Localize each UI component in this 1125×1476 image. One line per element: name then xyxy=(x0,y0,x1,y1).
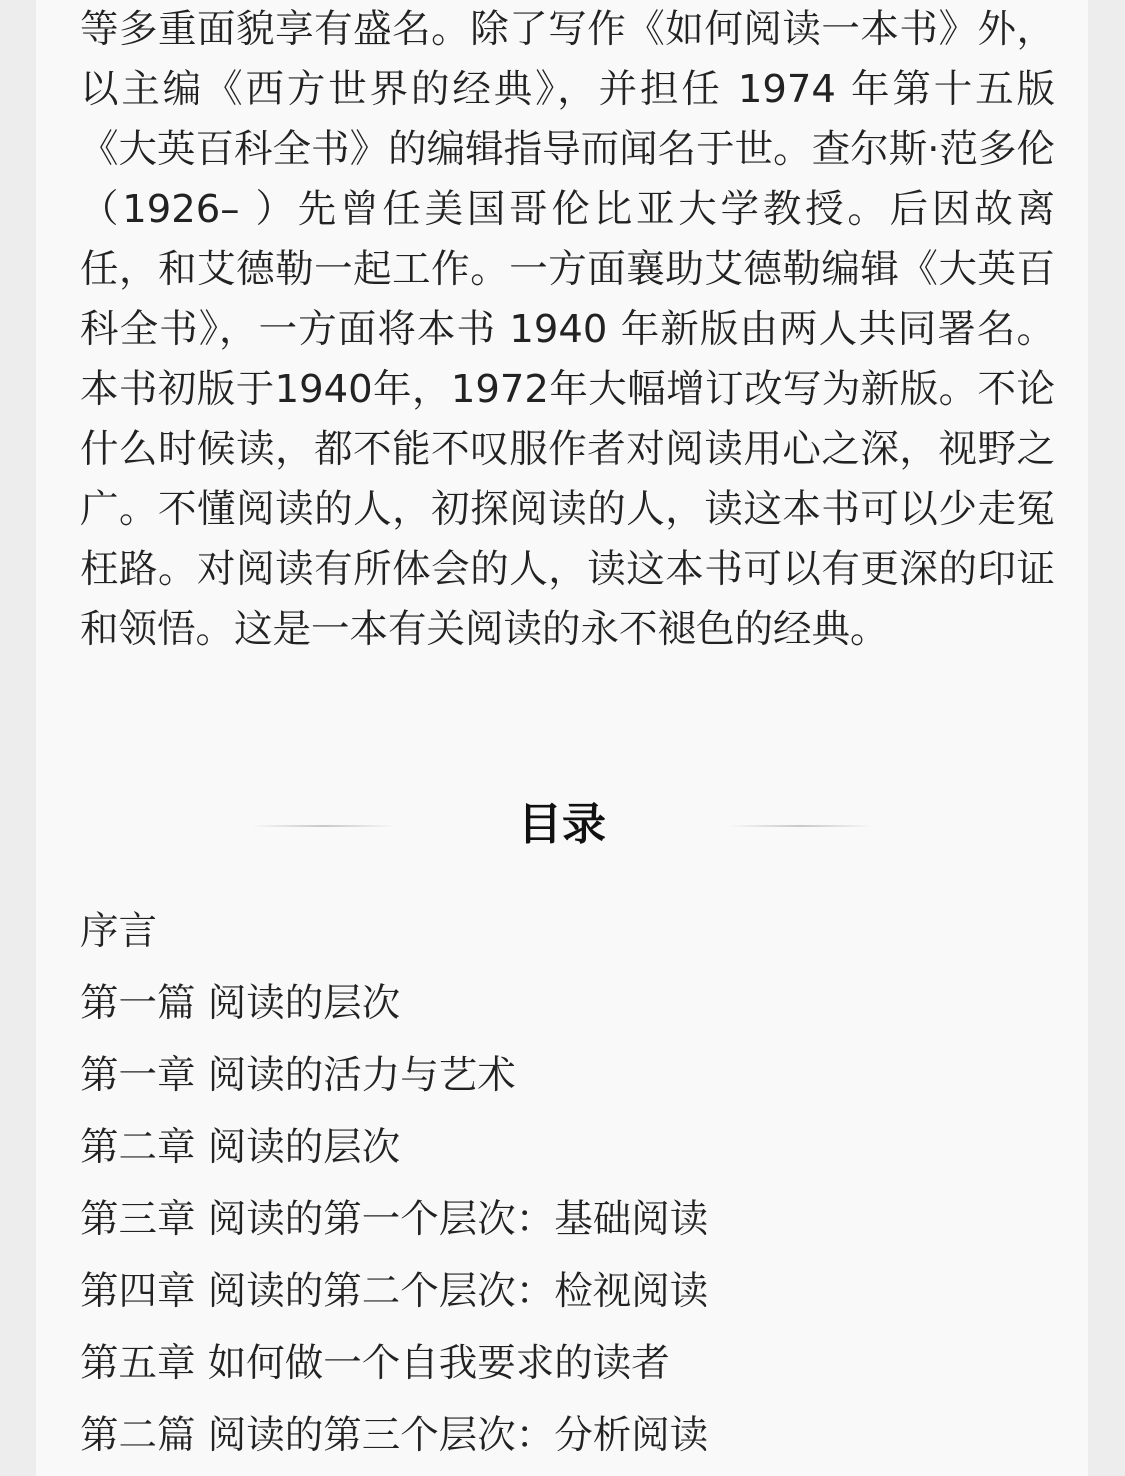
toc-item-chapter-4[interactable]: 第四章 阅读的第二个层次：检视阅读 xyxy=(80,1269,709,1314)
toc-heading xyxy=(36,790,1088,860)
toc-item-chapter-1[interactable]: 第一章 阅读的活力与艺术 xyxy=(80,1053,516,1098)
article-page xyxy=(36,0,1088,1476)
toc-item-part-2[interactable]: 第二篇 阅读的第三个层次：分析阅读 xyxy=(80,1413,709,1458)
toc-title: 目录 xyxy=(518,799,606,850)
heading-divider-right xyxy=(728,825,873,827)
toc-item-chapter-3[interactable]: 第三章 阅读的第一个层次：基础阅读 xyxy=(80,1197,709,1242)
intro-paragraph: 等多重面貌享有盛名。除了写作《如何阅读一本书》外，以主编《西方世界的经典》，并担任 1974 年第十五版《大英百科全书》的编辑指导而闻名于世。查尔斯·范多伦（1926– ）先曾任美国哥伦比亚大学教授。后因故离任，和艾德勒一起工作。一方面襄助艾德勒编辑《大英百科全书》，一方面将本书 1940 年新版由两人共同署名。本书初版于1940年，1972年大幅增订改写为新版。不论什么时候读，都不能不叹服作者对阅读用心之深，视野之广。不懂阅读的人，初探阅读的人，读这本书可以少走冤枉路。对阅读有所体会的人，读这本书可以有更深的印证和领悟。这是一本有关阅读的永不褪色的经典。 xyxy=(80,7,1055,652)
toc-item-preface[interactable]: 序言 xyxy=(80,909,158,954)
toc-item-chapter-5[interactable]: 第五章 如何做一个自我要求的读者 xyxy=(80,1341,670,1386)
toc-item-chapter-2[interactable]: 第二章 阅读的层次 xyxy=(80,1125,401,1170)
toc-item-part-1[interactable]: 第一篇 阅读的层次 xyxy=(80,981,401,1026)
toc-list xyxy=(80,896,708,1472)
